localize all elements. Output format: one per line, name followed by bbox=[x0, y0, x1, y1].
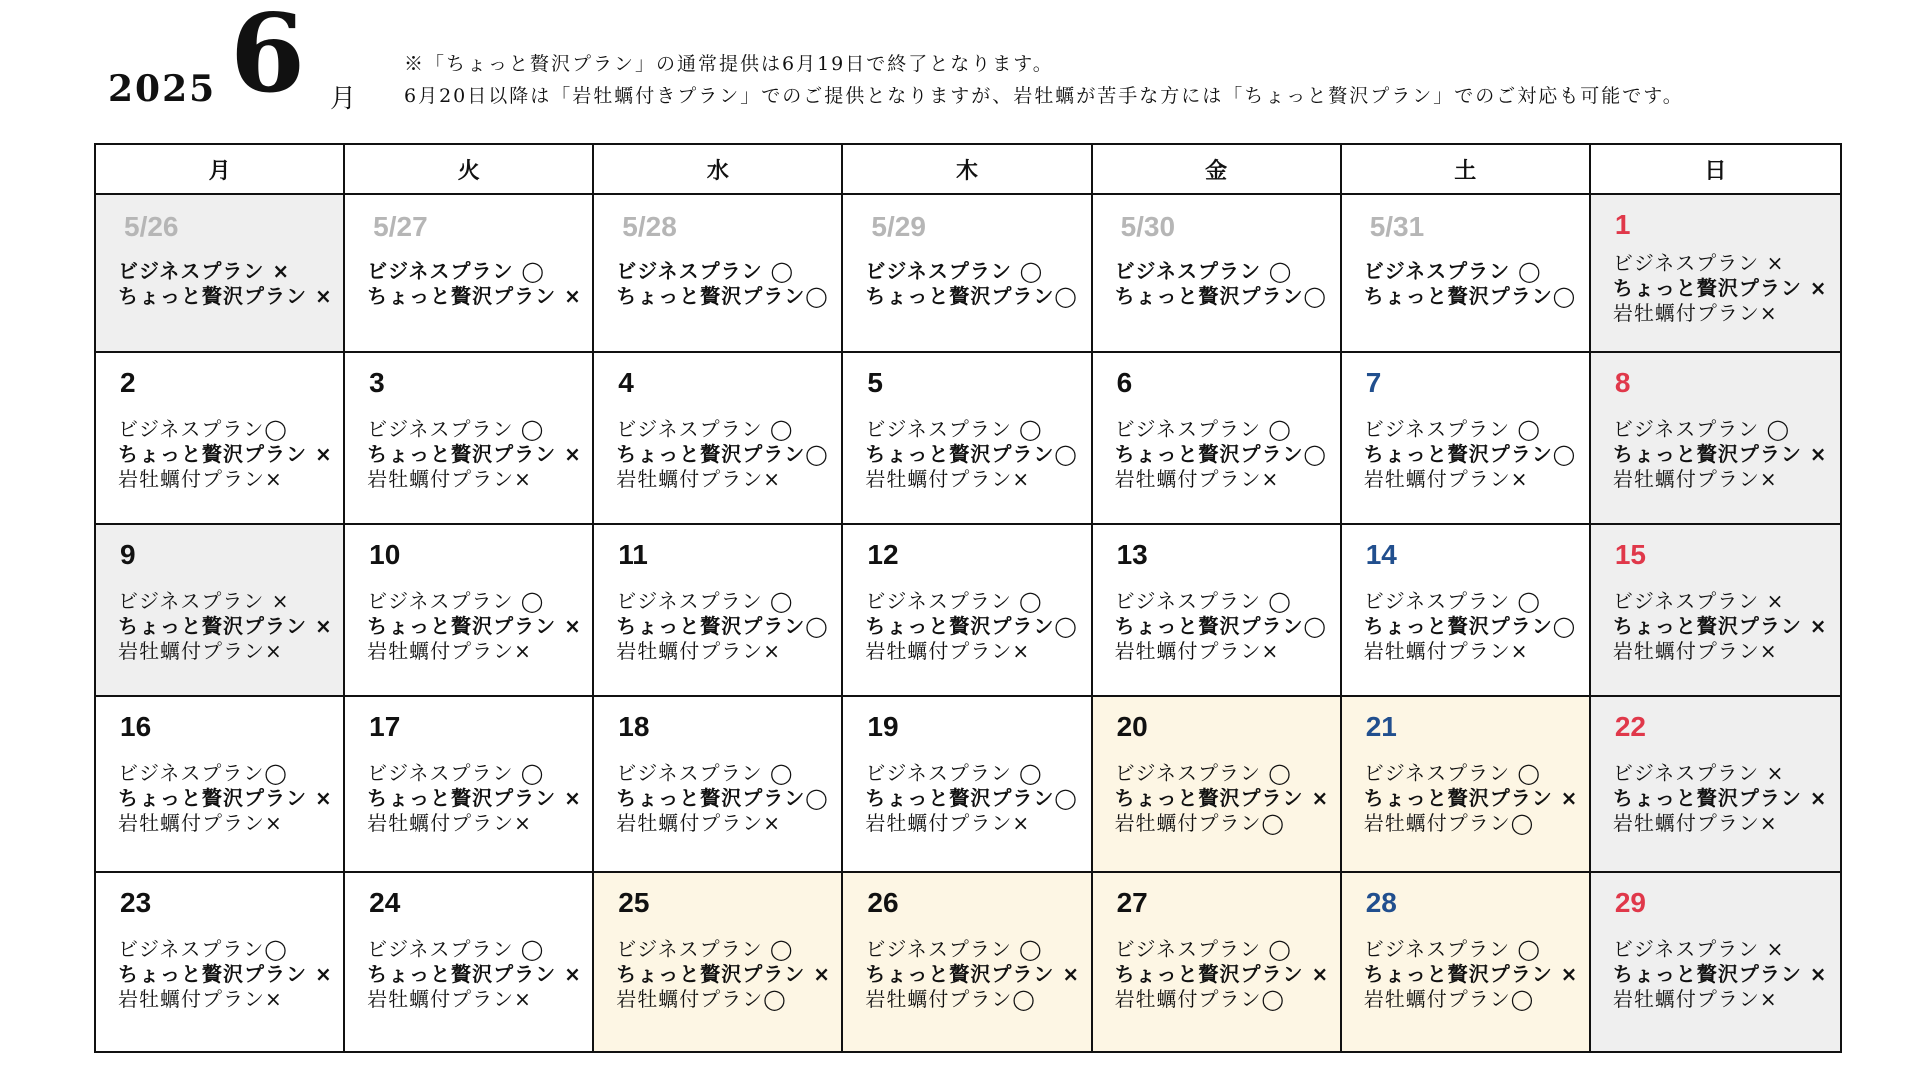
business-plan-status: ビジネスプラン◯ bbox=[118, 417, 288, 441]
calendar-day-cell bbox=[1591, 195, 1840, 353]
calendar-day-cell bbox=[843, 697, 1092, 873]
luxury-plan-status: ちょっと贅沢プラン◯ bbox=[865, 442, 1078, 466]
calendar-day-cell bbox=[843, 353, 1092, 525]
calendar-day-cell bbox=[96, 873, 345, 1051]
calendar-day-cell bbox=[1093, 525, 1342, 697]
luxury-plan-status: ちょっと贅沢プラン × bbox=[616, 962, 832, 986]
luxury-plan-status: ちょっと贅沢プラン × bbox=[118, 442, 333, 466]
day-number: 13 bbox=[1116, 539, 1148, 570]
luxury-plan-status: ちょっと贅沢プラン × bbox=[118, 962, 333, 986]
luxury-plan-status: ちょっと贅沢プラン × bbox=[1612, 442, 1828, 466]
day-number: 28 bbox=[1365, 887, 1397, 918]
luxury-plan-status: ちょっと贅沢プラン◯ bbox=[1114, 614, 1327, 638]
oyster-plan-status: 岩牡蠣付プラン× bbox=[616, 811, 782, 835]
notice-text bbox=[404, 48, 1684, 112]
day-number: 5/31 bbox=[1369, 211, 1425, 242]
day-number: 25 bbox=[618, 887, 650, 918]
plan-availability-list bbox=[118, 417, 337, 492]
calendar-day-cell bbox=[1591, 525, 1840, 697]
calendar-day-cell bbox=[843, 873, 1092, 1051]
weekday-monday: 月 bbox=[96, 145, 345, 193]
day-number: 29 bbox=[1614, 887, 1646, 918]
luxury-plan-status: ちょっと贅沢プラン × bbox=[367, 284, 582, 308]
day-number: 5/29 bbox=[871, 211, 926, 242]
notice-line: ※「ちょっと贅沢プラン」の通常提供は6月19日で終了となります。 bbox=[404, 53, 1054, 75]
plan-availability-list bbox=[1364, 589, 1583, 664]
day-number: 1 bbox=[1614, 209, 1631, 240]
business-plan-status: ビジネスプラン ◯ bbox=[616, 417, 794, 441]
plan-availability-list bbox=[118, 937, 337, 1012]
calendar-day-cell bbox=[1093, 697, 1342, 873]
calendar-day-cell bbox=[1342, 195, 1591, 353]
business-plan-status: ビジネスプラン ◯ bbox=[1612, 417, 1790, 441]
luxury-plan-status: ちょっと贅沢プラン × bbox=[1363, 962, 1579, 986]
oyster-plan-status: 岩牡蠣付プラン× bbox=[118, 811, 283, 835]
luxury-plan-status: ちょっと贅沢プラン × bbox=[118, 614, 333, 638]
business-plan-status: ビジネスプラン ◯ bbox=[865, 937, 1043, 961]
business-plan-status: ビジネスプラン ◯ bbox=[865, 259, 1044, 283]
luxury-plan-status: ちょっと贅沢プラン◯ bbox=[865, 786, 1078, 810]
day-number: 23 bbox=[120, 887, 152, 918]
calendar-day-cell bbox=[594, 873, 843, 1051]
oyster-plan-status: 岩牡蠣付プラン× bbox=[1612, 639, 1778, 663]
weekday-sunday: 日 bbox=[1704, 158, 1727, 184]
oyster-plan-status: 岩牡蠣付プラン× bbox=[367, 467, 532, 491]
plan-availability-list bbox=[616, 589, 835, 664]
plan-availability-list bbox=[1364, 937, 1583, 1012]
business-plan-status: ビジネスプラン ◯ bbox=[865, 589, 1043, 613]
plan-availability-list bbox=[1364, 417, 1583, 492]
business-plan-status: ビジネスプラン × bbox=[1612, 589, 1785, 613]
oyster-plan-status: 岩牡蠣付プラン× bbox=[118, 987, 283, 1011]
business-plan-status: ビジネスプラン ◯ bbox=[367, 937, 545, 961]
luxury-plan-status: ちょっと贅沢プラン × bbox=[1612, 276, 1828, 300]
month-number: 6 bbox=[230, 0, 306, 117]
calendar-day-cell bbox=[96, 353, 345, 525]
luxury-plan-status: ちょっと贅沢プラン◯ bbox=[1363, 442, 1577, 466]
business-plan-status: ビジネスプラン ◯ bbox=[1114, 417, 1292, 441]
calendar-day-cell bbox=[1342, 697, 1591, 873]
business-plan-status: ビジネスプラン × bbox=[1612, 761, 1785, 785]
day-number: 5/28 bbox=[622, 211, 677, 242]
luxury-plan-status: ちょっと贅沢プラン × bbox=[1612, 786, 1828, 810]
weekday-friday: 金 bbox=[1093, 145, 1342, 193]
oyster-plan-status: 岩牡蠣付プラン× bbox=[1612, 301, 1778, 325]
plan-availability-list bbox=[1364, 259, 1583, 309]
notice-line: 6月20日以降は「岩牡蠣付きプラン」でのご提供となりますが、岩牡蠣が苦手な方には「ちょっと贅沢プラン」でのご対応も可能です。 bbox=[404, 85, 1684, 107]
business-plan-status: ビジネスプラン ◯ bbox=[1363, 259, 1542, 283]
calendar-day-cell bbox=[345, 353, 594, 525]
day-number: 21 bbox=[1365, 711, 1397, 742]
day-number: 20 bbox=[1116, 711, 1148, 742]
luxury-plan-status: ちょっと贅沢プラン × bbox=[1114, 962, 1330, 986]
business-plan-status: ビジネスプラン ◯ bbox=[367, 417, 545, 441]
luxury-plan-status: ちょっと贅沢プラン × bbox=[367, 962, 582, 986]
day-number: 24 bbox=[369, 887, 401, 918]
calendar-day-cell bbox=[345, 195, 594, 353]
day-number: 10 bbox=[369, 539, 401, 570]
calendar-day-cell bbox=[1342, 353, 1591, 525]
plan-availability-list bbox=[1115, 761, 1334, 836]
plan-availability-list bbox=[616, 761, 835, 836]
business-plan-status: ビジネスプラン × bbox=[1612, 937, 1785, 961]
calendar-day-cell bbox=[594, 697, 843, 873]
oyster-plan-status: 岩牡蠣付プラン× bbox=[367, 639, 532, 663]
calendar-header bbox=[0, 0, 1920, 140]
luxury-plan-status: ちょっと贅沢プラン◯ bbox=[616, 786, 829, 810]
calendar-grid bbox=[94, 143, 1842, 1053]
plan-availability-list bbox=[367, 937, 586, 1012]
calendar-day-cell bbox=[345, 873, 594, 1051]
day-number: 2 bbox=[120, 367, 136, 398]
business-plan-status: ビジネスプラン ◯ bbox=[1363, 417, 1541, 441]
business-plan-status: ビジネスプラン × bbox=[118, 589, 290, 613]
calendar-day-cell bbox=[1093, 873, 1342, 1051]
luxury-plan-status: ちょっと贅沢プラン◯ bbox=[1363, 284, 1577, 308]
business-plan-status: ビジネスプラン ◯ bbox=[616, 937, 794, 961]
luxury-plan-status: ちょっと贅沢プラン × bbox=[1612, 614, 1828, 638]
plan-availability-list bbox=[118, 259, 337, 309]
business-plan-status: ビジネスプラン ◯ bbox=[1363, 589, 1541, 613]
luxury-plan-status: ちょっと贅沢プラン × bbox=[865, 962, 1081, 986]
calendar-day-cell bbox=[96, 195, 345, 353]
calendar-day-cell bbox=[594, 525, 843, 697]
oyster-plan-status: 岩牡蠣付プラン× bbox=[865, 639, 1031, 663]
plan-availability-list bbox=[1115, 417, 1334, 492]
calendar-day-cell bbox=[594, 353, 843, 525]
business-plan-status: ビジネスプラン ◯ bbox=[1363, 937, 1541, 961]
business-plan-status: ビジネスプラン◯ bbox=[118, 761, 288, 785]
business-plan-status: ビジネスプラン ◯ bbox=[616, 761, 794, 785]
day-number: 6 bbox=[1116, 367, 1133, 398]
business-plan-status: ビジネスプラン ◯ bbox=[616, 589, 794, 613]
calendar-day-cell bbox=[1591, 697, 1840, 873]
luxury-plan-status: ちょっと贅沢プラン × bbox=[367, 614, 582, 638]
oyster-plan-status: 岩牡蠣付プラン× bbox=[1612, 467, 1778, 491]
day-number: 27 bbox=[1116, 887, 1148, 918]
weekday-wednesday: 水 bbox=[594, 145, 843, 193]
plan-availability-list bbox=[865, 937, 1084, 1012]
luxury-plan-status: ちょっと贅沢プラン × bbox=[1114, 786, 1330, 810]
plan-availability-list bbox=[1364, 761, 1583, 836]
day-number: 11 bbox=[618, 539, 648, 570]
calendar-days bbox=[96, 195, 1840, 1051]
day-number: 8 bbox=[1614, 367, 1631, 398]
oyster-plan-status: 岩牡蠣付プラン× bbox=[865, 467, 1031, 491]
luxury-plan-status: ちょっと贅沢プラン◯ bbox=[616, 284, 829, 308]
plan-availability-list bbox=[367, 589, 586, 664]
calendar-day-cell bbox=[1093, 353, 1342, 525]
calendar-day-cell bbox=[843, 525, 1092, 697]
plan-availability-list bbox=[1613, 937, 1834, 1012]
oyster-plan-status: 岩牡蠣付プラン◯ bbox=[616, 987, 787, 1011]
oyster-plan-status: 岩牡蠣付プラン◯ bbox=[1363, 811, 1535, 835]
calendar-day-cell bbox=[96, 525, 345, 697]
calendar-day-cell bbox=[594, 195, 843, 353]
business-plan-status: ビジネスプラン ◯ bbox=[1114, 259, 1293, 283]
business-plan-status: ビジネスプラン ◯ bbox=[616, 259, 795, 283]
business-plan-status: ビジネスプラン ◯ bbox=[865, 417, 1043, 441]
plan-availability-list bbox=[367, 761, 586, 836]
calendar-day-cell bbox=[1342, 873, 1591, 1051]
luxury-plan-status: ちょっと贅沢プラン◯ bbox=[616, 442, 829, 466]
luxury-plan-status: ちょっと贅沢プラン◯ bbox=[1114, 284, 1327, 308]
plan-availability-list bbox=[1115, 589, 1334, 664]
day-number: 15 bbox=[1614, 539, 1646, 570]
business-plan-status: ビジネスプラン ◯ bbox=[1114, 761, 1292, 785]
day-number: 3 bbox=[369, 367, 385, 398]
luxury-plan-status: ちょっと贅沢プラン◯ bbox=[1363, 614, 1577, 638]
day-number: 19 bbox=[867, 711, 899, 742]
business-plan-status: ビジネスプラン × bbox=[118, 259, 291, 283]
luxury-plan-status: ちょっと贅沢プラン × bbox=[118, 786, 333, 810]
day-number: 4 bbox=[618, 367, 634, 398]
calendar-day-cell bbox=[1093, 195, 1342, 353]
day-number: 17 bbox=[369, 711, 401, 742]
business-plan-status: ビジネスプラン × bbox=[1612, 251, 1785, 275]
business-plan-status: ビジネスプラン ◯ bbox=[1114, 589, 1292, 613]
day-number: 9 bbox=[120, 539, 136, 570]
weekday-saturday: 土 bbox=[1342, 145, 1591, 193]
luxury-plan-status: ちょっと贅沢プラン × bbox=[118, 284, 333, 308]
plan-availability-list bbox=[865, 259, 1084, 309]
business-plan-status: ビジネスプラン◯ bbox=[118, 937, 288, 961]
plan-availability-list bbox=[1613, 251, 1834, 326]
plan-availability-list bbox=[865, 761, 1084, 836]
oyster-plan-status: 岩牡蠣付プラン◯ bbox=[1114, 811, 1285, 835]
plan-availability-list bbox=[1115, 259, 1334, 309]
day-number: 5 bbox=[867, 367, 883, 398]
business-plan-status: ビジネスプラン ◯ bbox=[865, 761, 1043, 785]
business-plan-status: ビジネスプラン ◯ bbox=[367, 259, 545, 283]
weekday-thursday: 木 bbox=[843, 145, 1092, 193]
plan-availability-list bbox=[616, 259, 835, 309]
day-number: 26 bbox=[867, 887, 899, 918]
oyster-plan-status: 岩牡蠣付プラン× bbox=[367, 811, 532, 835]
day-number: 5/27 bbox=[373, 211, 428, 242]
luxury-plan-status: ちょっと贅沢プラン × bbox=[1363, 786, 1579, 810]
day-number: 16 bbox=[120, 711, 152, 742]
calendar-day-cell bbox=[345, 525, 594, 697]
luxury-plan-status: ちょっと贅沢プラン × bbox=[367, 442, 582, 466]
oyster-plan-status: 岩牡蠣付プラン× bbox=[1114, 467, 1280, 491]
day-number: 7 bbox=[1365, 367, 1382, 398]
oyster-plan-status: 岩牡蠣付プラン◯ bbox=[1114, 987, 1285, 1011]
plan-availability-list bbox=[118, 761, 337, 836]
day-number: 12 bbox=[867, 539, 899, 570]
oyster-plan-status: 岩牡蠣付プラン× bbox=[1114, 639, 1280, 663]
plan-availability-list bbox=[367, 417, 586, 492]
oyster-plan-status: 岩牡蠣付プラン× bbox=[616, 467, 782, 491]
business-plan-status: ビジネスプラン ◯ bbox=[1363, 761, 1541, 785]
plan-availability-list bbox=[1613, 417, 1834, 492]
oyster-plan-status: 岩牡蠣付プラン× bbox=[1612, 811, 1778, 835]
plan-availability-list bbox=[367, 259, 586, 309]
oyster-plan-status: 岩牡蠣付プラン◯ bbox=[1363, 987, 1535, 1011]
day-number: 22 bbox=[1614, 711, 1646, 742]
luxury-plan-status: ちょっと贅沢プラン◯ bbox=[865, 284, 1078, 308]
oyster-plan-status: 岩牡蠣付プラン× bbox=[865, 811, 1031, 835]
plan-availability-list bbox=[1613, 589, 1834, 664]
plan-availability-list bbox=[1613, 761, 1834, 836]
day-number: 18 bbox=[618, 711, 650, 742]
oyster-plan-status: 岩牡蠣付プラン× bbox=[118, 467, 283, 491]
oyster-plan-status: 岩牡蠣付プラン× bbox=[616, 639, 782, 663]
plan-availability-list bbox=[616, 937, 835, 1012]
month-unit-label: 月 bbox=[330, 84, 357, 114]
oyster-plan-status: 岩牡蠣付プラン× bbox=[1612, 987, 1778, 1011]
plan-availability-list bbox=[865, 589, 1084, 664]
weekday-tuesday: 火 bbox=[345, 145, 594, 193]
calendar-day-cell bbox=[843, 195, 1092, 353]
plan-availability-list bbox=[118, 589, 337, 664]
calendar-day-cell bbox=[1591, 353, 1840, 525]
oyster-plan-status: 岩牡蠣付プラン× bbox=[1363, 639, 1529, 663]
day-number: 14 bbox=[1365, 539, 1397, 570]
calendar-day-cell bbox=[345, 697, 594, 873]
plan-availability-list bbox=[1115, 937, 1334, 1012]
luxury-plan-status: ちょっと贅沢プラン × bbox=[1612, 962, 1828, 986]
year-label: 2025 bbox=[108, 68, 217, 110]
luxury-plan-status: ちょっと贅沢プラン◯ bbox=[865, 614, 1078, 638]
luxury-plan-status: ちょっと贅沢プラン × bbox=[367, 786, 582, 810]
business-plan-status: ビジネスプラン ◯ bbox=[367, 589, 545, 613]
oyster-plan-status: 岩牡蠣付プラン× bbox=[367, 987, 532, 1011]
day-number: 5/26 bbox=[124, 211, 179, 242]
luxury-plan-status: ちょっと贅沢プラン◯ bbox=[616, 614, 829, 638]
plan-availability-list bbox=[865, 417, 1084, 492]
weekday-header-row bbox=[96, 145, 1840, 195]
calendar-day-cell bbox=[1591, 873, 1840, 1051]
calendar-day-cell bbox=[1342, 525, 1591, 697]
luxury-plan-status: ちょっと贅沢プラン◯ bbox=[1114, 442, 1327, 466]
oyster-plan-status: 岩牡蠣付プラン× bbox=[1363, 467, 1529, 491]
calendar-day-cell bbox=[96, 697, 345, 873]
oyster-plan-status: 岩牡蠣付プラン× bbox=[118, 639, 283, 663]
plan-availability-list bbox=[616, 417, 835, 492]
business-plan-status: ビジネスプラン ◯ bbox=[1114, 937, 1292, 961]
business-plan-status: ビジネスプラン ◯ bbox=[367, 761, 545, 785]
oyster-plan-status: 岩牡蠣付プラン◯ bbox=[865, 987, 1036, 1011]
day-number: 5/30 bbox=[1120, 211, 1176, 242]
